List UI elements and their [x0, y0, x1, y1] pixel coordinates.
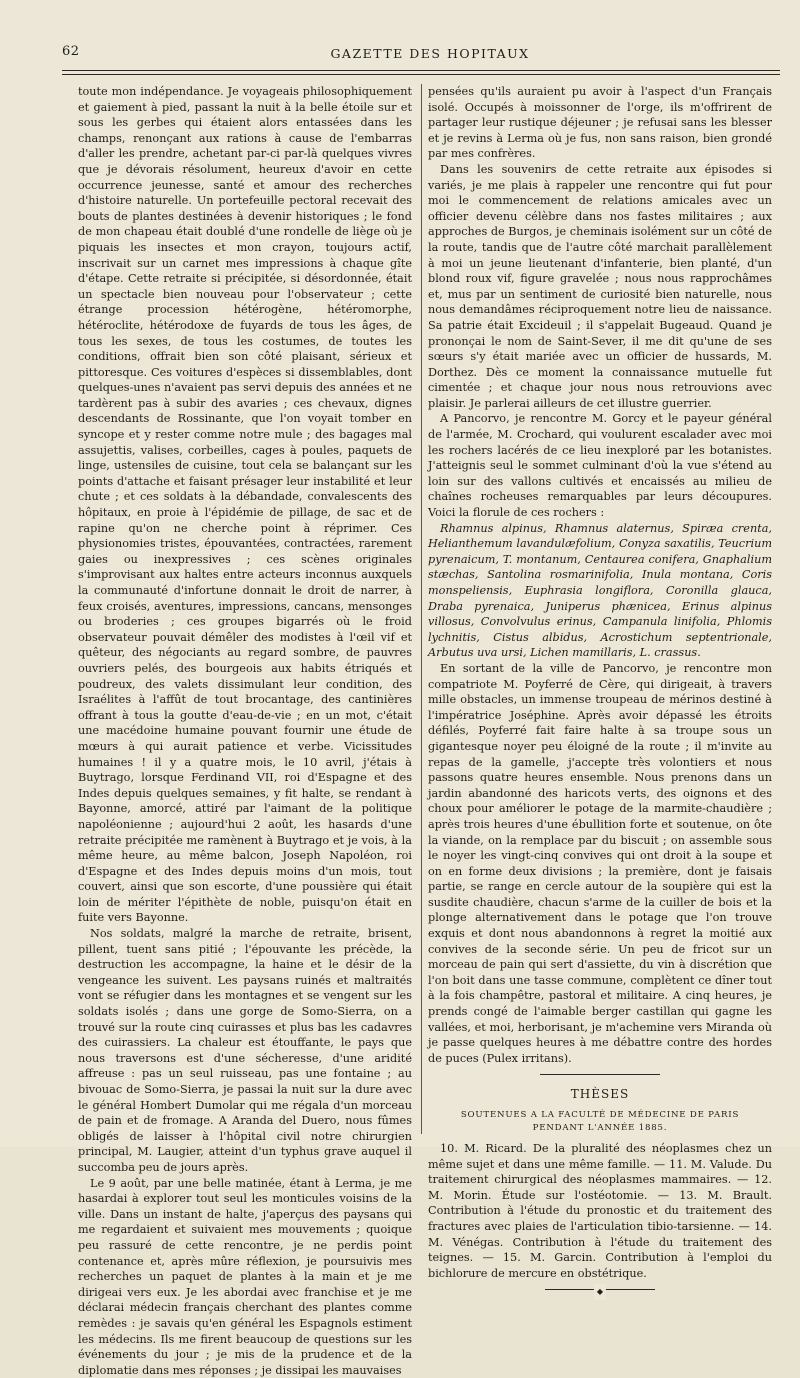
- theses-list: 10. M. Ricard. De la pluralité des néoplasmes chez un même sujet et dans une même famille. — 11. M. Valude. Du traitement chirurgical des néoplasmes mammaires. — 12. M. Morin. Étude sur l'ostéotomie. — 13. M. Brault. Contribution à l'étude du pronostic et du traitement des fractures avec plaies de l'articulation tibio-tarsienne. — 14. M. Vénégas. Contribution à l'étude du traitement des teignes. — 15. M. Garcin. Contribution à l'emploi du bichlorure de mercure en obstétrique.: [428, 1142, 772, 1280]
- section-rule: [540, 1074, 660, 1075]
- paragraph: En sortant de la ville de Pancorvo, je rencontre mon compatriote M. Poyferré de Cère, qui dirigeait, à travers mille obstacles, un immense troupeau de mérinos destiné à l'impératrice Joséphine. Après avoir dépassé les étroits défilés, Poyferré fait faire halte à sa troupe sous un gigantesque noyer peu éloigné de la route ; il m'invite au repas de la gamelle, j'accepte très volontiers et nous passons quatre heures ensemble. Nous prenons dans un jardin abandonné des haricots verts, des oignons et des choux pour améliorer le potage de la marmite-chaudière ; après trois heures d'une ébullition forte et soutenue, on ôte la viande, on la remplace par du biscuit ; on assemble sous le noyer les vingt-cinq convives qui ont droit à la soupe et on en forme deux divisions ; la première, dont je faisais partie, se range en cercle autour de la soupière qui est la susdite chaudière, chacun s'arme de la cuiller de bois et la plonge alternativement dans le potage que l'on trouve exquis et dont nous abandonnons à regret la moitié aux convives de la seconde série. Un peu de fricot sur un morceau de pain qui sert d'assiette, du vin à discrétion que l'on boit dans une tasse commune, complètent ce dîner tout à la fois champêtre, pastoral et militaire. A cinq heures, je prends congé de l'aimable berger castillan qui gagne les vallées, et moi, herborisant, je m'achemine vers Miranda où je passe quelques heures à me débattre contre des hordes de puces (Pulex irritans).: [428, 661, 772, 1065]
- running-head: GAZETTE DES HOPITAUX: [330, 46, 530, 61]
- end-ornament-rule: ◆: [545, 1289, 655, 1290]
- paragraph: Nos soldats, malgré la marche de retraite, brisent, pillent, tuent sans pitié ; l'épouvante les précède, la destruction les accompagne, la haine et le désir de la vengeance les suivent. Les paysans ruinés et maltraités vont se réfugier dans les montagnes et se vengent sur les soldats isolés ; dans une gorge de Somo-Sierra, on a trouvé sur la route cinq cuirasses et plus bas les cadavres des cuirassiers. La chaleur est étouffante, le pays que nous traversons est d'une sécheresse, d'une aridité affreuse : pas un seul ruisseau, pas une fontaine ; au bivouac de Somo-Sierra, je passai la nuit sur la dure avec le général Hombert Dumolar qui me régala d'un morceau de pain et de fromage. A Aranda del Duero, nous fûmes obligés de laisser à l'hôpital civil notre chirurgien principal, M. Laugier, atteint d'un typhus grave auquel il succomba peu de jours après.: [78, 927, 412, 1174]
- theses-heading: THÈSES: [570, 1087, 630, 1102]
- column-divider: [421, 84, 422, 1134]
- paragraph: A Pancorvo, je rencontre M. Gorcy et le payeur général de l'armée, M. Crochard, qui voulurent escalader avec moi les rochers lacérés de ce lieu inexploré par les botanistes. J'atteignis seul le sommet culminant d'où la vue s'étend au loin sur des vallons cultivés et encaissés au milieu de chaînes rocheuses remarquables par leurs découpures. Voici la florule de ces rochers :: [428, 412, 772, 520]
- paragraph: Dans les souvenirs de cette retraite aux épisodes si variés, je me plais à rappeler une rencontre qui fut pour moi le commencement de relations amicales avec un officier devenu célèbre dans nos fastes militaires ; aux approches de Burgos, je cheminais isolément sur un côté de la route, tandis que de l'autre côté marchait parallèlement à moi un jeune lieutenant d'infanterie, bien planté, d'un blond roux vif, figure gravelée ; nous nous rapprochâmes et, mus par un sentiment de curiosité bien naturelle, nous nous demandâmes réciproquement notre lieu de naissance. Sa patrie était Excideuil ; il s'appelait Bugeaud. Quand je prononçai le nom de Saint-Sever, il me dit qu'une de ses sœurs s'y était mariée avec un officier de hussards, M. Dorthez. Dès ce moment la connaissance mutuelle fut cimentée ; et chaque jour nous nous retrouvions avec plaisir. Je parlerai ailleurs de cet illustre guerrier.: [428, 162, 772, 410]
- theses-subheading: SOUTENUES A LA FACULTÉ DE MÉDECINE DE PARIS: [460, 1110, 740, 1120]
- right-column: [428, 84, 772, 1297]
- paragraph: toute mon indépendance. Je voyageais philosophiquement et gaiement à pied, passant la nuit à la belle étoile sur et sous les gerbes qui étaient alors entassées dans les champs, renonçant aux rations à cause de l'embarras d'aller les prendre, achetant par-ci par-là quelques vivres que je dévorais résolument, heureux d'avoir en cette occurrence jeunesse, santé et amour des recherches d'histoire naturelle. Un portefeuille pectoral recevait des bouts de plantes destinées à devenir historiques ; le fond de mon chapeau était doublé d'une rondelle de liège où je piquais les insectes et mon crayon, toujours actif, inscrivait sur un carnet mes impressions à chaque gîte d'étape. Cette retraite si précipitée, si désordonnée, était un spectacle bien nouveau pour l'observateur ; cette étrange procession hétérogène, hétéromorphe, hétéroclite, hétérodoxe de fuyards de tous les âges, de tous les sexes, de tous les costumes, de toutes les conditions, offrait bien son côté plaisant, sérieux et pittoresque. Ces voitures d'espèces si dissemblables, dont quelques-unes n'avaient pas servi depuis des années et ne tardèrent pas à subir des avaries ; ces chevaux, dignes descendants de Rossinante, que l'on voyait tomber en syncope et y rester comme notre mule ; des bagages mal assujettis, valises, corbeilles, cages à poules, paquets de linge, ustensiles de cuisine, tout cela se balançant sur les points d'attache et faisant présager leur instabilité et leur chute ; et ces soldats à la débandade, convalescents des hôpitaux, en proie à l'épidémie de pillage, de sac et de rapine qu'on ne cherche point à réprimer. Ces physionomies tristes, épouvantées, contractées, rarement gaies ou inexpressives ; ces scènes originales s'improvisant aux haltes entre acteurs inconnus auxquels la communauté d'infortune donnait le droit de narrer, à feux croisés, aventures, impressions, cancans, mensonges ou broderies ; ces groupes bigarrés où le froid observateur pouvait démêler des modistes à l'œil vif et quêteur, des négociants au regard sombre, de pauvres ouvriers pelés, des bourgeois aux habits étriqués et poudreux, des valets dissimulant leur condition, des Israélites à l'affût de tout brocantage, des cantinières offrant à tous la goutte d'eau-de-vie ; en un mot, c'était une macédoine humaine pouvant fournir une étude de mœurs à qui aurait patience et verbe. Vicissitudes humaines ! il y a quatre mois, le 10 avril, j'étais à Buytrago, lorsque Ferdinand VII, roi d'Espagne et des Indes depuis quelques semaines, y fit halte, se rendant à Bayonne, amorcé, attiré par l'aimant de la politique napoléonienne ; aujourd'hui 2 août, les hasards d'une retraite précipitée me ramènent à Buytrago et je vois, à la même heure, au même balcon, Joseph Napoléon, roi d'Espagne et des Indes depuis moins d'un mois, tout couvert, ainsi que son escorte, d'une poussière qui était loin de mériter l'épithète de noble, puisqu'on était en fuite vers Bayonne.: [78, 85, 412, 925]
- paragraph: Le 9 août, par une belle matinée, étant à Lerma, je me hasardai à explorer tout seul les monticules voisins de la ville. Dans un instant de halte, j'aperçus des paysans qui me regardaient et suivaient mes mouvements ; quoique peu rassuré de cette rencontre, je ne perdis point contenance et, après mûre réflexion, je poursuivis mes recherches un paquet de plantes à la main et je me dirigeai vers eux. Je les abordai avec franchise et je me déclarai médecin français cherchant des plantes comme remèdes : je savais qu'en général les Espagnols estiment les médecins. Ils me firent beaucoup de questions sur les événements du jour ; je mis de la prudence et de la diplomatie dans mes réponses ; je dissipai les mauvaises: [78, 1176, 412, 1377]
- species-list: Rhamnus alpinus, Rhamnus alaternus, Spiræa crenta, Helianthemum lavandulæfolium, Conyza saxatilis, Teucrium pyrenaicum, T. montanum, Centaurea conifera, Gnaphalium stæchas, Santolina rosmarinifolia, Inula montana, Coris monspeliensis, Euphrasia longiflora, Coronilla glauca, Draba pyrenaica, Juniperus phænicea, Erinus alpinus villosus, Convolvulus erinus, Campanula linifolia, Phlomis lychnitis, Cistus albidus, Acrostichum septentrionale, Arbutus uva ursi, Lichen mamillaris, L. crassus.: [428, 521, 772, 660]
- paragraph: pensées qu'ils auraient pu avoir à l'aspect d'un Français isolé. Occupés à moissonner de l'orge, ils m'offrirent de partager leur rustique déjeuner ; je refusai sans les blesser et je revins à Lerma où je fus, non sans raison, bien grondé par mes confrères.: [428, 85, 772, 161]
- page-number: 62: [62, 44, 80, 59]
- left-column: [78, 84, 412, 1378]
- header-rule: [62, 70, 780, 71]
- theses-year: PENDANT L'ANNÉE 1885.: [532, 1123, 668, 1133]
- header-rule-thin: [62, 74, 780, 75]
